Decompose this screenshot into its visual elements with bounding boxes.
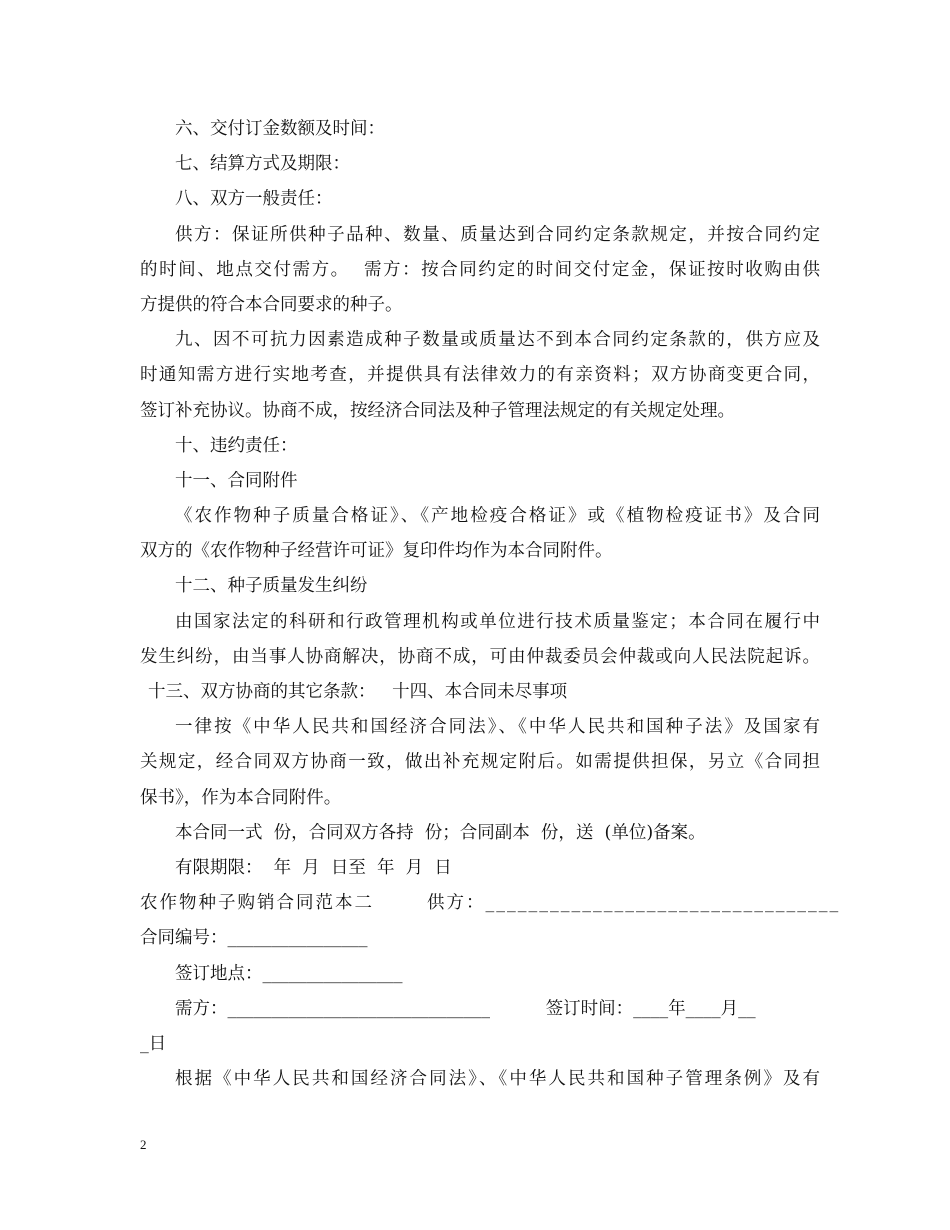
- clause-14-text-line: 关规定，经合同双方协商一致，做出补充规定附后。如需提供担保，另立《合同担: [140, 752, 820, 773]
- clause-6-heading: 六、交付订金数额及时间：: [175, 119, 385, 139]
- buyer-signing-time-field: 需方：______________________________ 签订时间：____年____月__: [175, 998, 756, 1019]
- clause-10-heading: 十、违约责任：: [175, 435, 298, 456]
- page-number: 2: [140, 1137, 147, 1152]
- clause-7-heading: 七、结算方式及期限：: [175, 154, 350, 175]
- clause-9-text-line: 九、因不可抗力因素造成种子数量或质量达不到本合同约定条款的，供方应及: [175, 330, 820, 351]
- clause-12-text-line: 由国家法定的科研和行政管理机构或单位进行技术质量鉴定；本合同在履行中: [175, 611, 820, 632]
- template-two-title-supplier: 农作物种子购销合同范本二 供方：_________________________________: [140, 893, 841, 914]
- preamble-line: 根据《中华人民共和国经济合同法》、《中华人民共和国种子管理条例》及有: [175, 1069, 820, 1090]
- copies-statement: 本合同一式 份，合同双方各持 份；合同副本 份，送 (单位)备案。: [175, 822, 706, 843]
- clause-14-text-line: 一律按《中华人民共和国经济合同法》、《中华人民共和国种子法》及国家有: [175, 717, 820, 738]
- document-body: [140, 112, 841, 1097]
- clause-8-text-line: 的时间、地点交付需方。 需方：按合同约定的时间交付定金，保证按时收购由供: [140, 259, 820, 280]
- clause-8-heading: 八、双方一般责任：: [175, 189, 333, 210]
- clause-11-heading: 十一、合同附件: [175, 470, 298, 491]
- signing-time-day: _日: [140, 1033, 167, 1054]
- signing-location-field: 签订地点：________________: [175, 963, 403, 984]
- clause-9-text-line: 签订补充协议。协商不成，按经济合同法及种子管理法规定的有关规定处理。: [140, 400, 735, 421]
- clause-12-text-line: 发生纠纷，由当事人协商解决，协商不成，可由仲裁委员会仲裁或向人民法院起诉。: [140, 646, 820, 667]
- clause-11-text-line: 《农作物种子质量合格证》、《产地检疫合格证》或《植物检疫证书》及合同: [175, 506, 820, 527]
- contract-number-field: 合同编号：________________: [140, 928, 368, 949]
- clause-13-14-heading: 十三、双方协商的其它条款： 十四、本合同未尽事项: [148, 682, 568, 702]
- clause-12-heading: 十二、种子质量发生纠纷: [175, 576, 368, 597]
- clause-11-text-line: 双方的《农作物种子经营许可证》复印件均作为本合同附件。: [140, 541, 613, 562]
- clause-9-text-line: 时通知需方进行实地考查，并提供具有法律效力的有亲资料；双方协商变更合同，: [140, 365, 820, 386]
- clause-8-text-line: 方提供的符合本合同要求的种子。: [140, 294, 403, 315]
- clause-14-text-line: 保书》，作为本合同附件。: [140, 787, 342, 808]
- clause-8-text-line: 供方：保证所供种子品种、数量、质量达到合同约定条款规定，并按合同约定: [175, 224, 820, 245]
- validity-period: 有限期限： 年 月 日至 年 月 日: [175, 857, 452, 878]
